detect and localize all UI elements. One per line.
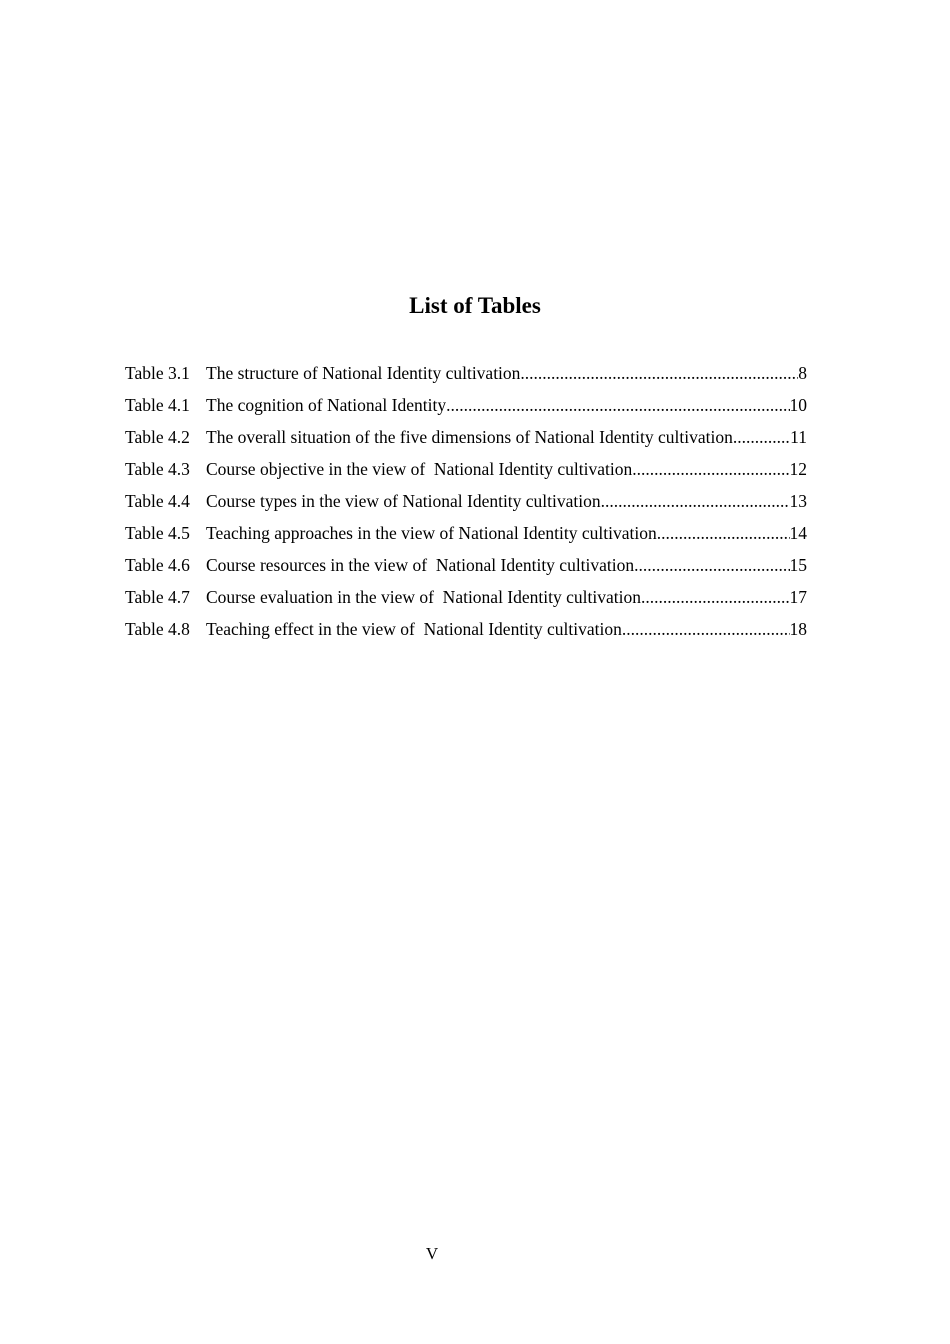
table-caption: The overall situation of the five dimensions of National Identity cultivation (206, 427, 733, 447)
toc-entry[interactable] (125, 488, 807, 520)
toc-entry[interactable] (125, 424, 807, 456)
toc-entry[interactable] (125, 616, 807, 648)
page-reference: 11 (790, 424, 807, 450)
table-number: Table 4.5 (125, 523, 190, 543)
toc-entry[interactable] (125, 552, 807, 584)
list-of-tables (125, 360, 807, 648)
dot-leader (733, 424, 790, 450)
table-number: Table 4.4 (125, 491, 190, 511)
table-number: Table 4.1 (125, 395, 190, 415)
page-reference: 12 (790, 456, 808, 482)
table-number: Table 4.7 (125, 587, 190, 607)
dot-leader (634, 552, 789, 578)
page-reference: 17 (790, 584, 808, 610)
toc-entry[interactable] (125, 360, 807, 392)
table-number: Table 4.8 (125, 619, 190, 639)
table-caption: Course objective in the view of National Identity cultivation (206, 459, 633, 479)
table-number: Table 4.2 (125, 427, 190, 447)
table-caption: The structure of National Identity cultivation (206, 363, 521, 383)
table-number: Table 3.1 (125, 363, 190, 383)
dot-leader (657, 520, 790, 546)
table-caption: Course resources in the view of National Identity cultivation (206, 555, 635, 575)
page-title: List of Tables (409, 293, 541, 319)
dot-leader (601, 488, 790, 514)
table-caption: The cognition of National Identity (206, 395, 447, 415)
page-number: V (425, 1244, 439, 1263)
table-caption: Course types in the view of National Identity cultivation (206, 491, 601, 511)
toc-entry[interactable] (125, 456, 807, 488)
dot-leader (520, 360, 798, 386)
page-reference: 15 (790, 552, 808, 578)
page-reference: 13 (790, 488, 808, 514)
table-caption: Teaching effect in the view of National Identity cultivation (206, 619, 622, 639)
table-number: Table 4.3 (125, 459, 190, 479)
dot-leader (641, 584, 790, 610)
table-number: Table 4.6 (125, 555, 190, 575)
dot-leader (632, 456, 789, 482)
page-reference: 18 (790, 616, 808, 642)
toc-entry[interactable] (125, 392, 807, 424)
page-reference: 14 (790, 520, 808, 546)
toc-entry[interactable] (125, 584, 807, 616)
table-caption: Teaching approaches in the view of National Identity cultivation (206, 523, 657, 543)
toc-entry[interactable] (125, 520, 807, 552)
dot-leader (622, 616, 790, 642)
table-caption: Course evaluation in the view of National Identity cultivation (206, 587, 641, 607)
page-reference: 8 (798, 360, 807, 386)
dot-leader (446, 392, 789, 418)
page-reference: 10 (790, 392, 808, 418)
